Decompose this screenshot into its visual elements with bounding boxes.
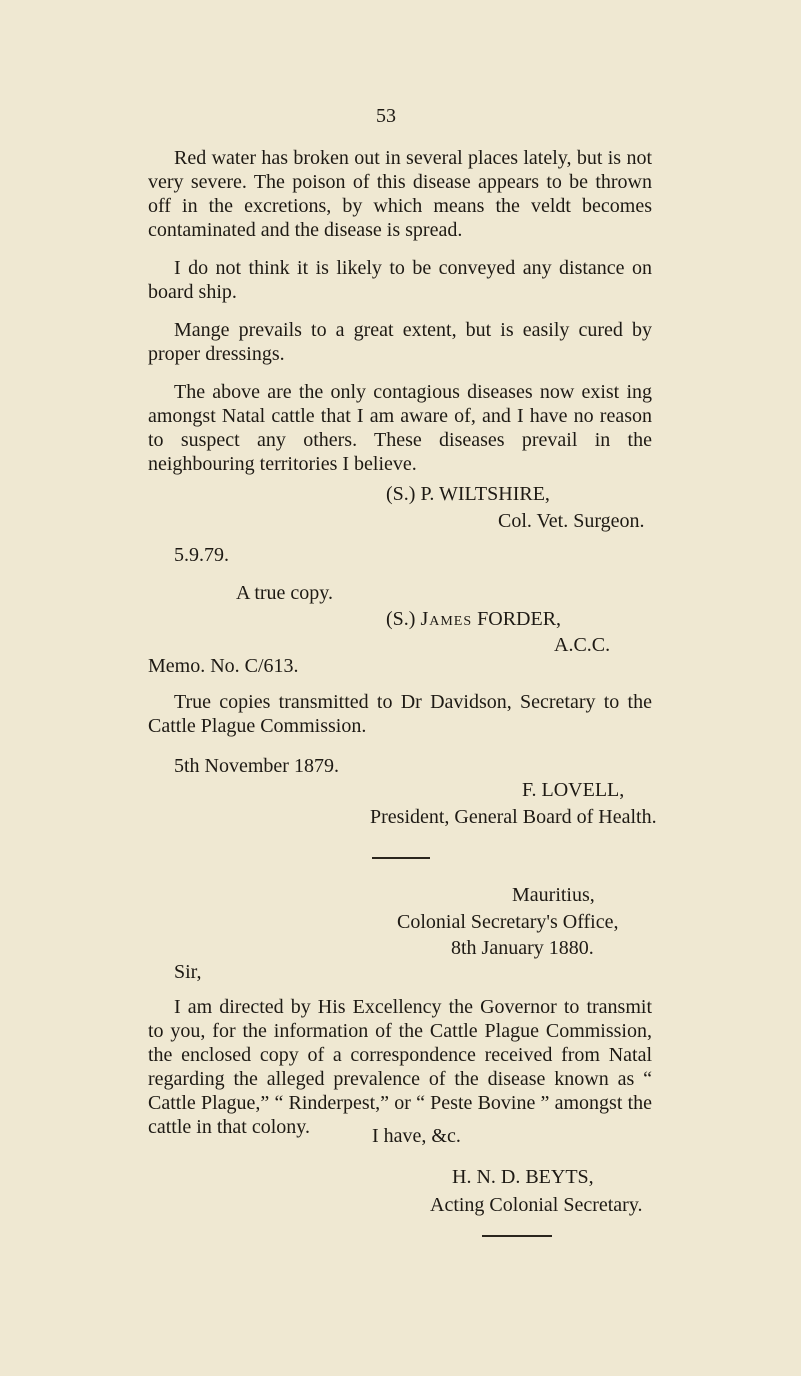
paragraph-transmitted: True copies transmitted to Dr Davidson, Secretary to the Cattle Plague Commission. (148, 691, 652, 737)
paragraph-conveyed: I do not think it is likely to be conveyed any distance on board ship. (148, 257, 652, 303)
signature-forder-name: (S.) James FORDER, (386, 608, 562, 630)
signature-lovell-name: F. LOVELL, (522, 779, 625, 801)
letter-signer: H. N. D. BEYTS, (452, 1166, 594, 1188)
true-copy-label: A true copy. (236, 582, 334, 604)
letter-closing: I have, &c. (372, 1125, 461, 1147)
page-number: 53 (376, 105, 396, 127)
letter-office: Colonial Secretary's Office, (397, 911, 619, 933)
letter-body: I am directed by His Excellency the Governor to transmit to you, for the information of the Cattle Plague Commission, the enclosed copy of a correspondence received from Natal regarding the alleged prevalence of the disease known as “ Cattle Plague,” “ Rinderpest,” or “ Peste Bovine ” amongst the cattle in that colony. (148, 996, 652, 1138)
signature-forder-title: A.C.C. (554, 634, 611, 656)
signature-wiltshire-title: Col. Vet. Surgeon. (498, 510, 645, 532)
date-1: 5.9.79. (174, 544, 229, 566)
letter-salutation: Sir, (174, 961, 202, 983)
end-divider (482, 1235, 552, 1237)
paragraph-red-water: Red water has broken out in several places lately, but is not very severe. The poison of this disease appears to be thrown off in the excretions, by which means the veldt becomes contaminated and the disease is spread. (148, 147, 652, 241)
memo-number: Memo. No. C/613. (148, 655, 299, 677)
date-2: 5th November 1879. (174, 755, 339, 777)
letter-place: Mauritius, (512, 884, 595, 906)
paragraph-contagious-diseases: The above are the only contagious diseases now exist ing amongst Natal cattle that I am aware of, and I have no reason to suspect any others. These diseases prevail in the neighbouring territories I believe. (148, 381, 652, 475)
paragraph-mange: Mange prevails to a great extent, but is easily cured by proper dressings. (148, 319, 652, 365)
letter-signer-title: Acting Colonial Secretary. (430, 1194, 643, 1216)
letter-date: 8th January 1880. (451, 937, 594, 959)
section-divider (372, 857, 430, 859)
signature-wiltshire-name: (S.) P. WILTSHIRE, (386, 483, 550, 505)
signature-lovell-title: President, General Board of Health. (370, 806, 657, 828)
